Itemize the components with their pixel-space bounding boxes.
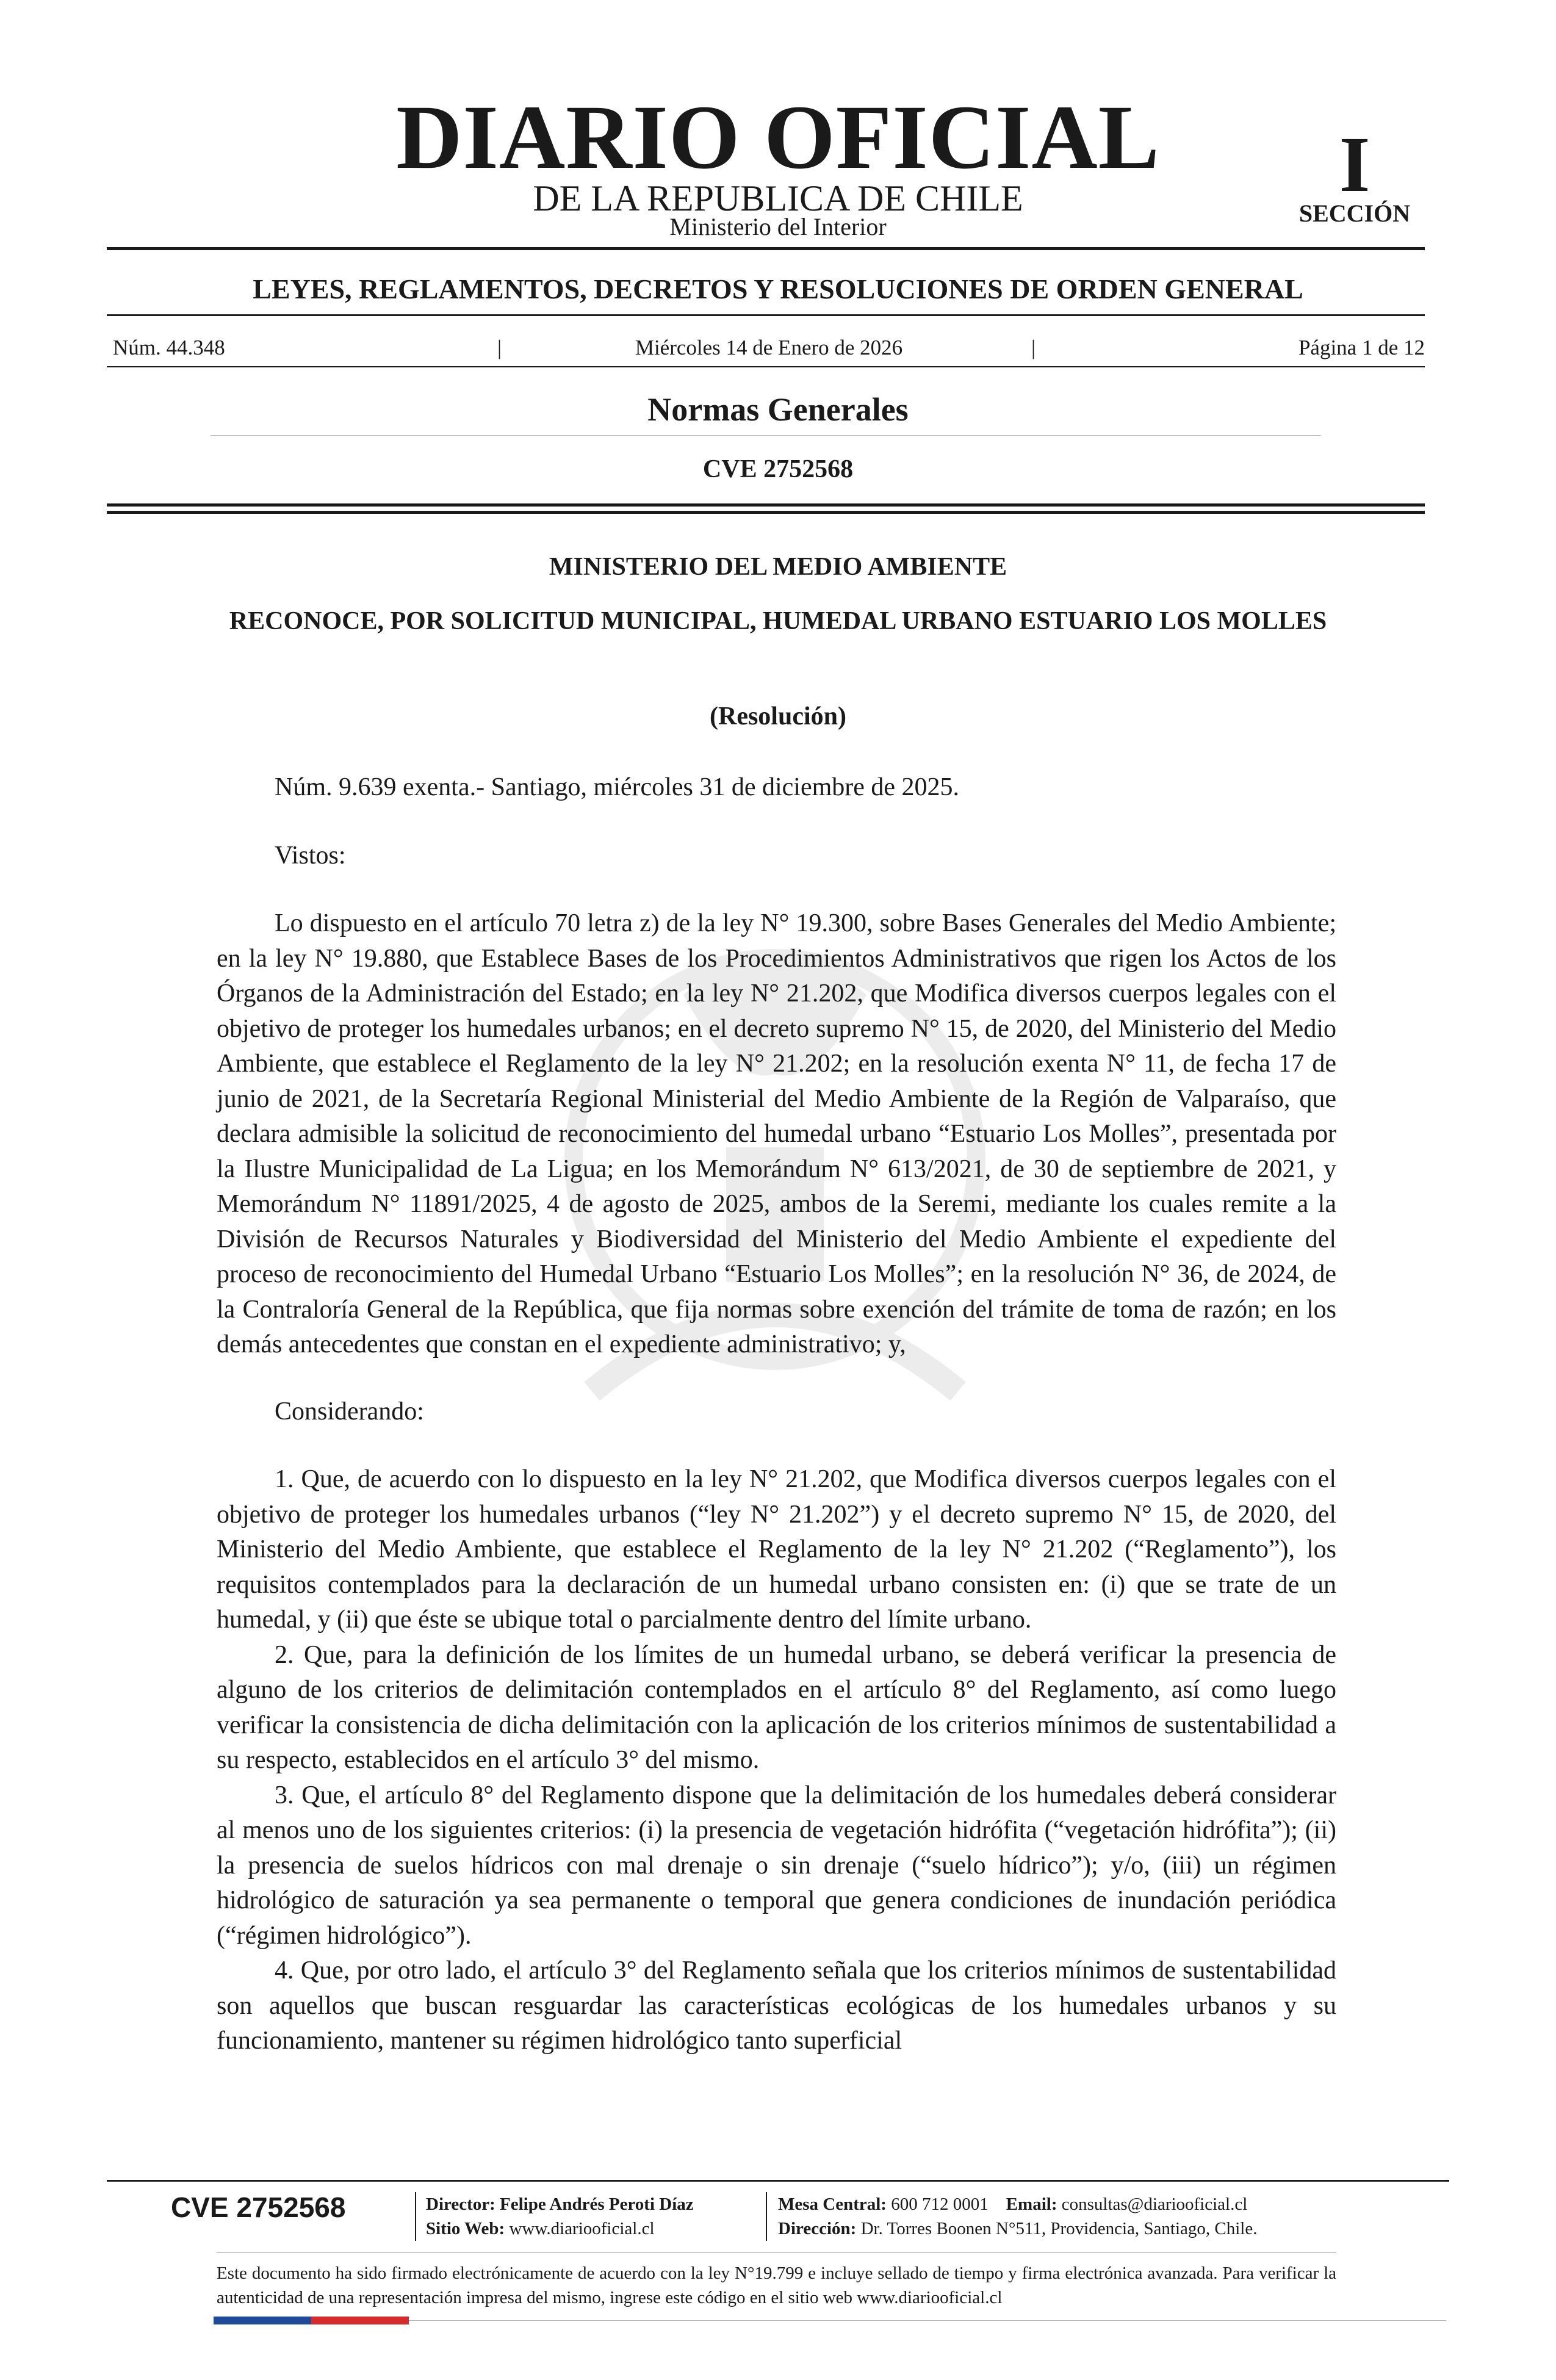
vistos-label: Vistos: [275, 841, 346, 870]
separator: | [1031, 336, 1036, 359]
double-rule-bottom [107, 511, 1425, 514]
double-rule-top [107, 503, 1425, 507]
section-number: I [1339, 121, 1371, 209]
section-label: SECCIÓN [1298, 200, 1411, 227]
flag-stripe-blue [214, 2317, 311, 2324]
phone-number: 600 712 0001 [891, 2194, 989, 2214]
considerando-paragraph: 2. Que, para la definición de los límites de un humedal urbano, se deberá verificar la presencia de alguno de los criterios de delimitación contemplados en el artículo 8° del Reglamento, así como luego verificar la consistencia de dicha delimitación con la aplicación de los criterios mínimos de sustentabilidad a su respecto, establecidos en el artículo 3° del mismo. [217, 1640, 1336, 1774]
newspaper-title: DIARIO OFICIAL [396, 87, 1160, 188]
section-heading: Normas Generales [647, 391, 909, 428]
footer-contact-block [778, 2192, 1257, 2241]
issue-number: Núm. 44.348 [113, 336, 225, 359]
newspaper-subtitle: DE LA REPUBLICA DE CHILE [533, 178, 1023, 218]
heading-thin-rule [211, 435, 1321, 436]
issuing-ministry: MINISTERIO DEL MEDIO AMBIENTE [549, 553, 1007, 581]
considerando-label: Considerando: [275, 1397, 424, 1426]
director-label: Director: [426, 2194, 495, 2214]
masthead-rule-bottom [107, 314, 1425, 316]
footer-divider [415, 2192, 416, 2241]
masthead-rule-top [107, 247, 1425, 250]
page-indicator: Página 1 de 12 [1298, 336, 1425, 359]
email-link[interactable]: consultas@diariooficial.cl [1061, 2194, 1248, 2214]
considerando-paragraph: 3. Que, el artículo 8° del Reglamento dispone que la delimitación de los humedales deberá considerar al menos uno de los siguientes criterios: (i) la presencia de vegetación hidrófita (“vegetación hidrófita”); (ii) la presencia de suelos hídricos con mal drenaje o sin drenaje (“suelo hídrico”); y/o, (iii) un régimen hidrológico de saturación ya sea permanente o temporal que genera condiciones de inundación periódica (“régimen hidrológico”). [217, 1781, 1336, 1950]
resolution-number-line: Núm. 9.639 exenta.- Santiago, miércoles 31 de diciembre de 2025. [275, 773, 960, 801]
considerando-paragraph: 1. Que, de acuerdo con lo dispuesto en la ley N° 21.202, que Modifica diversos cuerpos legales con el objetivo de proteger los humedales urbanos (“ley N° 21.202”) y el decreto supremo N° 15, de 2020, del Ministerio del Medio Ambiente, que establece el Reglamento de la ley N° 21.202 (“Reglamento”), los requisitos contemplados para la declaración de un humedal urbano consisten en: (i) que se trate de un humedal, y (ii) que éste se ubique total o parcialmente dentro del límite urbano. [217, 1465, 1336, 1634]
considerando-paragraph: 4. Que, por otro lado, el artículo 3° del Reglamento señala que los criterios mínimos de sustentabilidad son aquellos que buscan resguardar las características ecológicas de los humedales urbanos y su funcionamiento, mantener su régimen hidrológico tanto superficial [217, 1956, 1336, 2055]
document-title: RECONOCE, POR SOLICITUD MUNICIPAL, HUMEDAL URBANO ESTUARIO LOS MOLLES [229, 607, 1327, 635]
footer-cve-code: CVE 2752568 [171, 2191, 346, 2223]
footer-director-block [426, 2192, 694, 2241]
issue-date: Miércoles 14 de Enero de 2026 [635, 336, 903, 359]
publication-category: LEYES, REGLAMENTOS, DECRETOS Y RESOLUCIONES DE ORDEN GENERAL [253, 273, 1303, 305]
vistos-paragraph: Lo dispuesto en el artículo 70 letra z) de la ley N° 19.300, sobre Bases Generales del Medio Ambiente; en la ley N° 19.880, que Establece Bases de los Procedimientos Administrativos que rigen los Actos de los Órganos de la Administración del Estado; en la ley N° 21.202, que Modifica diversos cuerpos legales con el objetivo de proteger los humedales urbanos; en el decreto supremo N° 15, de 2020, del Ministerio del Medio Ambiente, que establece el Reglamento de la ley N° 21.202; en la resolución exenta N° 11, de fecha 17 de junio de 2021, de la Secretaría Regional Ministerial del Medio Ambiente de la Región de Valparaíso, que declara admisible la solicitud de reconocimiento del humedal urbano “Estuario Los Molles”, presentada por la Ilustre Municipalidad de La Ligua; en los Memorándum N° 613/2021, de 30 de septiembre de 2021, y Memorándum N° 11891/2025, 4 de agosto de 2025, ambos de la Seremi, mediante los cuales remite a la División de Recursos Naturales y Biodiversidad del Ministerio del Medio Ambiente el expediente del proceso de reconocimiento del Humedal Urbano “Estuario Los Molles”; en la resolución N° 36, de 2024, de la Contraloría General de la República, que fija normas sobre exención del trámite de toma de razón; en los demás antecedentes que constan en el expediente administrativo; y, [217, 909, 1336, 1358]
website-label: Sitio Web: [426, 2219, 505, 2238]
document-type: (Resolución) [710, 702, 846, 730]
separator: | [497, 336, 502, 359]
footer-divider [766, 2192, 767, 2241]
document-body [217, 770, 1336, 2059]
issue-info-rule [107, 366, 1425, 367]
address-label: Dirección: [778, 2219, 857, 2238]
electronic-signature-note: Este documento ha sido firmado electrónicamente de acuerdo con la ley N°19.799 e incluye sellado de tiempo y firma electrónica avanzada. Para verificar la autenticidad de una representación impresa del mismo, ingrese este código en el sitio web www.diariooficial.cl [217, 2263, 1336, 2307]
masthead-ministry: Ministerio del Interior [669, 213, 887, 240]
phone-label: Mesa Central: [778, 2194, 887, 2214]
website-link[interactable]: www.diariooficial.cl [509, 2219, 655, 2238]
email-label: Email: [1006, 2194, 1057, 2214]
address-text: Dr. Torres Boonen N°511, Providencia, Santiago, Chile. [860, 2219, 1258, 2238]
cve-code: CVE 2752568 [702, 455, 854, 483]
director-name: Felipe Andrés Peroti Díaz [500, 2194, 694, 2214]
flag-stripe-line [409, 2320, 1446, 2321]
flag-stripe-red [311, 2317, 409, 2324]
footer-rule [107, 2180, 1449, 2182]
